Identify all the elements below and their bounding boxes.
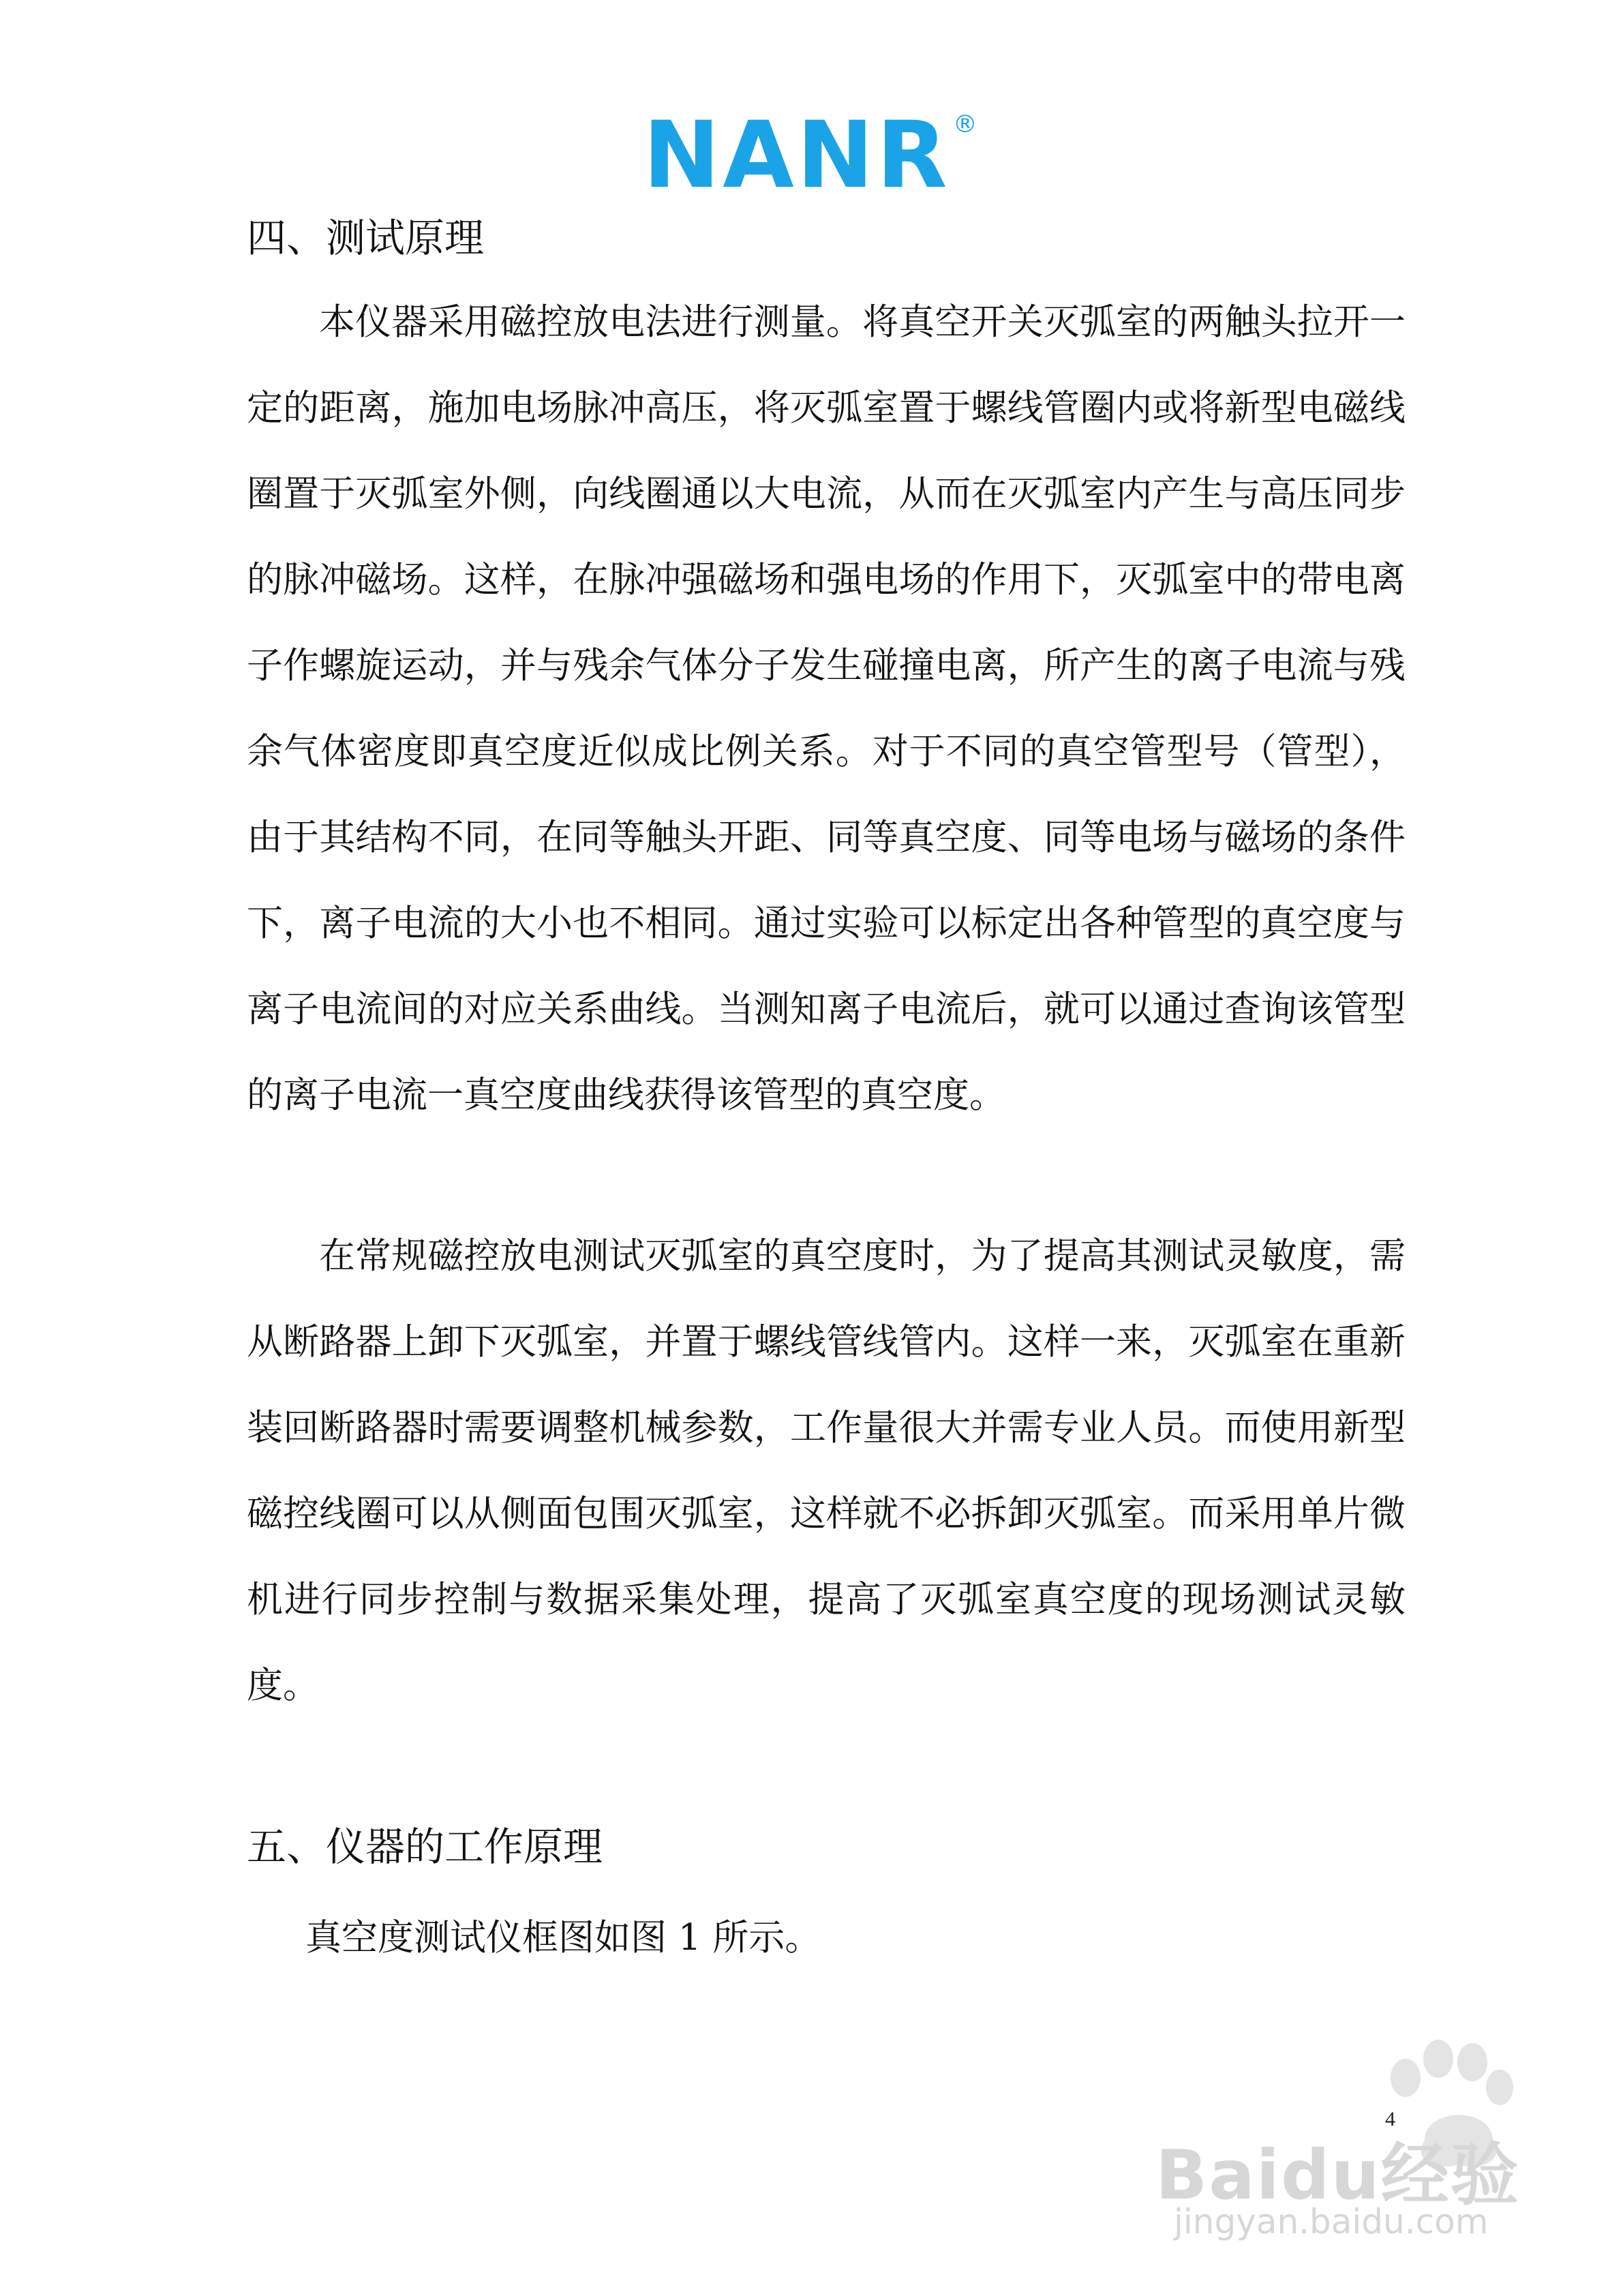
logo-text: NANR xyxy=(643,102,950,209)
watermark-url: jingyan.baidu.com xyxy=(1174,2202,1489,2241)
watermark-jingyan: 经验 xyxy=(1380,2135,1520,2215)
watermark-du: du xyxy=(1280,2135,1381,2215)
section-heading-test-principle: 四、测试原理 xyxy=(247,215,485,261)
registered-mark: ® xyxy=(952,110,980,138)
page-number: 4 xyxy=(1385,2108,1395,2130)
paragraph-test-principle-2: 在常规磁控放电测试灭弧室的真空度时，为了提高其测试灵敏度，需从断路器上卸下灭弧室，并置于螺线管线管内。这样一来，灭弧室在重新装回断路器时需要调整机械参数，工作量很大并需专业人员。而使用新型磁控线圈可以从侧面包围灭弧室，这样就不必拆卸灭弧室。而采用单片微机进行同步控制与数据采集处理，提高了灭弧室真空度的现场测试灵敏度。 xyxy=(247,1235,1406,1706)
section-heading-working-principle: 五、仪器的工作原理 xyxy=(247,1824,603,1870)
nanr-logo xyxy=(0,102,1623,209)
watermark-bai: Bai xyxy=(1155,2135,1281,2215)
paragraph-test-principle-1: 本仪器采用磁控放电法进行测量。将真空开关灭弧室的两触头拉开一定的距离，施加电场脉冲高压，将灭弧室置于螺线管圈内或将新型电磁线圈置于灭弧室外侧，向线圈通以大电流，从而在灭弧室内产生与高压同步的脉冲磁场。这样，在脉冲强磁场和强电场的作用下，灭弧室中的带电离子作螺旋运动，并与残余气体分子发生碰撞电离，所产生的离子电流与残余气体密度即真空度近似成比例关系。对于不同的真空管型号（管型），由于其结构不同，在同等触头开距、同等真空度、同等电场与磁场的条件下，离子电流的大小也不相同。通过实验可以标定出各种管型的真空度与离子电流间的对应关系曲线。当测知离子电流后，就可以通过查询该管型的离子电流一真空度曲线获得该管型的真空度。 xyxy=(247,301,1406,1116)
figure-reference-line: 真空度测试仪框图如图 1 所示。 xyxy=(305,1917,821,1959)
